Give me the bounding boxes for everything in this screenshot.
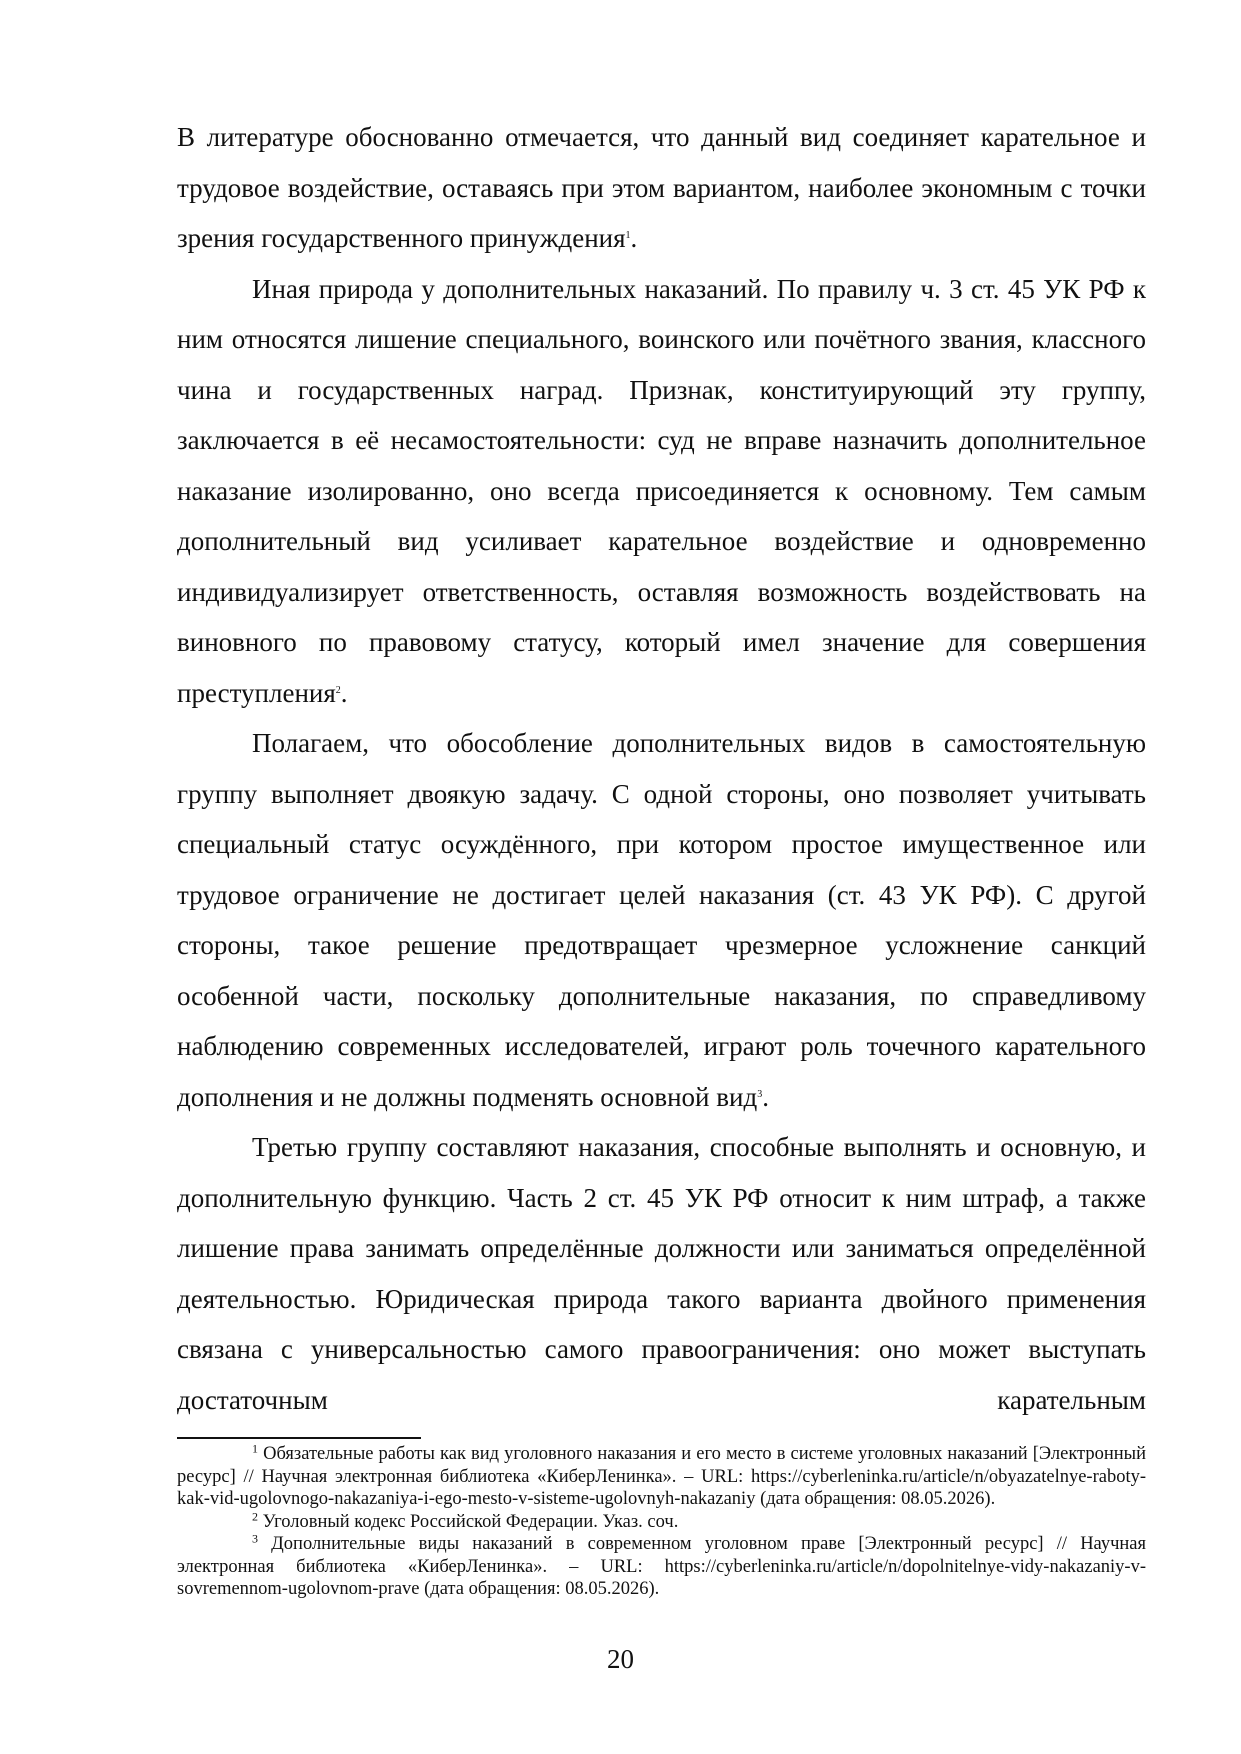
paragraph-end: .: [630, 223, 638, 253]
paragraph-text: Иная природа у дополнительных наказаний. По правилу ч. 3 ст. 45 УК РФ к ним относятся лишение специального, воинского или почётного звания, классного чина и государственных наград. Признак, конституирующий эту группу, заключается в её несамостоятельности: суд не вправе назначить дополнительное наказание изолированно, оно всегда присоединяется к основному. Тем самым дополнительный вид усиливает карательное воздействие и одновременно индивидуализирует ответственность, оставляя возможность воздействовать на виновного по правовому статусу, который имел значение для совершения преступления: [177, 273, 1146, 708]
paragraph-end: .: [340, 677, 348, 708]
paragraph-text: В литературе обоснованно отмечается, что данный вид соединяет карательное и трудовое воздействие, оставаясь при этом вариантом, наиболее экономным с точки зрения государственного принуждения: [177, 122, 1146, 253]
footnote-text: Обязательные работы как вид уголовного наказания и его место в системе уголовных наказаний [Электронный ресурс] // Научная электронная библиотека «КиберЛенинка». – URL: https://cyberleninka.ru/article/n/obyazatelnye-raboty-kak-vid-ugolovnogo-nakazaniya-i-ego-mesto-v-sisteme-ugolovnyh-nakazaniy (дата обращения: 08.05.2026).: [177, 1444, 1147, 1509]
footnote-2: [177, 1508, 1146, 1534]
footnote-mark: 2: [252, 1508, 258, 1523]
page-number: 20: [607, 1644, 634, 1674]
paragraph-text: Третью группу составляют наказания, способные выполнять и основную, и дополнительную функцию. Часть 2 ст. 45 УК РФ относит к ним штраф, а также лишение права занимать определённые должности или заниматься определённой деятельностью. Юридическая природа такого варианта двойного применения связана с универсальностью самого правоограничения: оно может выступать достаточным карательным: [177, 1132, 1146, 1415]
footnote-3: [177, 1533, 1146, 1601]
footnote-1: [177, 1443, 1146, 1511]
paragraph-2: [177, 264, 1146, 719]
paragraph-3: [177, 718, 1146, 1122]
footnote-text: Уголовный кодекс Российской Федерации. Указ. соч.: [262, 1511, 679, 1532]
footnotes: [177, 1443, 1146, 1601]
paragraph-end: .: [762, 1081, 769, 1112]
body-text: [177, 112, 1146, 1425]
footnote-mark: 3: [252, 1531, 258, 1546]
paragraph-4: [177, 1122, 1146, 1425]
paragraph-text: Полагаем, что обособление дополнительных видов в самостоятельную группу выполняет двоякую задачу. С одной стороны, оно позволяет учитывать специальный статус осуждённого, при котором простое имущественное или трудовое ограничение не достигает целей наказания (ст. 43 УК РФ). С другой стороны, такое решение предотвращает чрезмерное усложнение санкций особенной части, поскольку дополнительные наказания, по справедливому наблюдению современных исследователей, играют роль точечного карательного дополнения и не должны подменять основной вид: [177, 728, 1146, 1112]
footnote-mark: 1: [252, 1441, 258, 1456]
footnote-text: Дополнительные виды наказаний в современном уголовном праве [Электронный ресурс] // Научная электронная библиотека «КиберЛенинка». – URL: https://cyberleninka.ru/article/n/dopolnitelnye-vidy-nakazaniy-v-sovremennom-ugolovnom-prave (дата обращения: 08.05.2026).: [177, 1534, 1147, 1599]
footnote-separator: [177, 1437, 421, 1439]
footnote-reference[interactable]: 2: [335, 684, 341, 696]
footnote-reference[interactable]: 1: [625, 230, 631, 241]
paragraph-1: [177, 112, 1146, 264]
footnote-reference[interactable]: 3: [757, 1088, 763, 1100]
